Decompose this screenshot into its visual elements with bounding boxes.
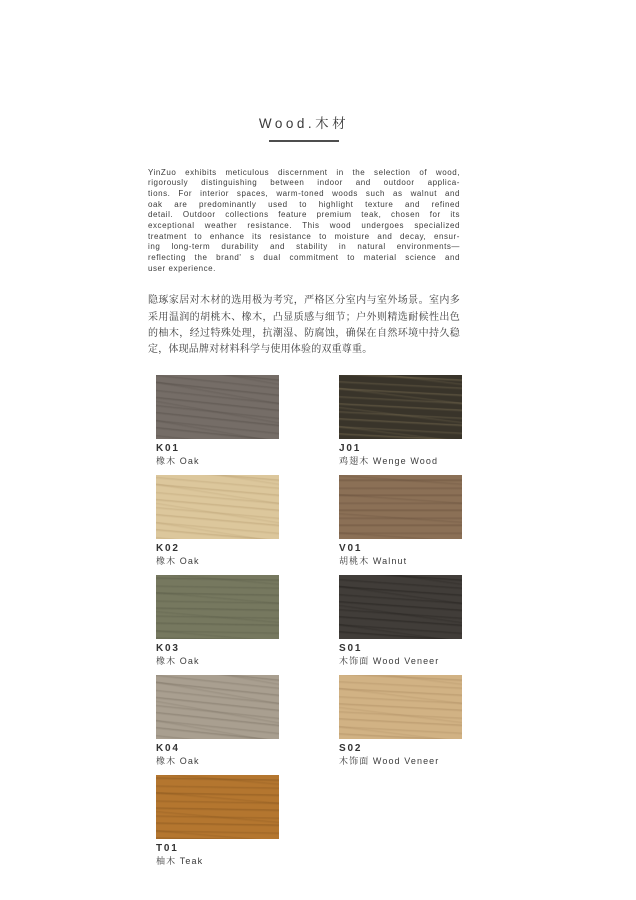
wood-swatch-image [156, 475, 279, 539]
wood-swatch-image [339, 475, 462, 539]
swatch-name: 鸡翅木 Wenge Wood [339, 456, 439, 466]
wood-swatch-grid [156, 375, 462, 875]
swatch-name: 橡木 Oak [156, 556, 200, 566]
swatch-code: K03 [156, 643, 180, 654]
swatch-code: T01 [156, 843, 179, 854]
wood-swatch-item-k01 [156, 375, 279, 475]
intro-en-line: treatment to enhance its resistance to moisture and decay, ensur- [148, 231, 460, 241]
intro-en-line: reflecting the brand' s dual commitment to material science and [148, 253, 460, 262]
swatch-code: K02 [156, 543, 180, 554]
intro-en-line: YinZuo exhibits meticulous discernment in the selection of wood, [148, 167, 460, 177]
swatch-code: S01 [339, 643, 363, 654]
content-column [148, 0, 460, 359]
intro-en-line: tions. For interior spaces, warm-toned woods such as walnut and [148, 188, 460, 198]
swatch-code: K01 [156, 443, 180, 454]
swatch-name: 橡木 Oak [156, 456, 200, 466]
intro-zh-line: 隐琢家居对木材的选用极为考究，严格区分室内与室外场景。室内多 [148, 295, 460, 307]
intro-en-line: detail. Outdoor collections feature premium teak, chosen for its [148, 210, 460, 220]
wood-swatch-item-k02 [156, 475, 279, 575]
swatch-name: 橡木 Oak [156, 756, 200, 766]
wood-swatch-item-t01 [156, 775, 279, 875]
intro-en-line: oak are predominantly used to highlight texture and refined [148, 199, 460, 209]
intro-zh-line: 定，体现品牌对材料科学与使用体验的双重尊重。 [148, 344, 373, 356]
intro-en-line: ing long-term durability and stability in natural environments— [148, 242, 460, 252]
wood-swatch-image [339, 675, 462, 739]
page-title: Wood.木材 [258, 116, 350, 131]
wood-swatch-image [156, 675, 279, 739]
intro-en-line: user experience. [148, 263, 216, 273]
wood-swatch-item-k04 [156, 675, 279, 775]
swatch-code: V01 [339, 543, 363, 554]
wood-swatch-image [156, 575, 279, 639]
wood-swatch-image [339, 575, 462, 639]
wood-swatch-item-s01 [339, 575, 462, 675]
intro-en-line: exceptional weather resistance. This wood undergoes specialized [148, 220, 460, 230]
swatch-name: 木饰面 Wood Veneer [339, 656, 440, 666]
swatch-code: J01 [339, 443, 362, 454]
swatch-name: 木饰面 Wood Veneer [339, 756, 440, 766]
intro-paragraph-en [148, 168, 460, 275]
wood-swatch-item-s02 [339, 675, 462, 775]
wood-swatch-item-j01 [339, 375, 462, 475]
swatch-name: 橡木 Oak [156, 656, 200, 666]
swatch-code: S02 [339, 743, 363, 754]
title-divider [269, 140, 339, 142]
wood-swatch-image [156, 775, 279, 839]
intro-paragraph-zh [148, 293, 460, 358]
wood-swatch-item-v01 [339, 475, 462, 575]
intro-zh-line: 采用温润的胡桃木、橡木，凸显质感与细节；户外则精选耐候性出色 [148, 311, 460, 323]
wood-swatch-image [339, 375, 462, 439]
wood-swatch-item-k03 [156, 575, 279, 675]
title-block [148, 115, 460, 142]
wood-swatch-image [156, 375, 279, 439]
intro-en-line: rigorously distinguishing between indoor and outdoor applica- [148, 178, 460, 188]
swatch-name: 柚木 Teak [156, 856, 204, 866]
intro-zh-line: 的柚木，经过特殊处理，抗潮湿、防腐蚀，确保在自然环境中持久稳 [148, 327, 460, 339]
swatch-name: 胡桃木 Walnut [339, 556, 408, 566]
swatch-code: K04 [156, 743, 180, 754]
